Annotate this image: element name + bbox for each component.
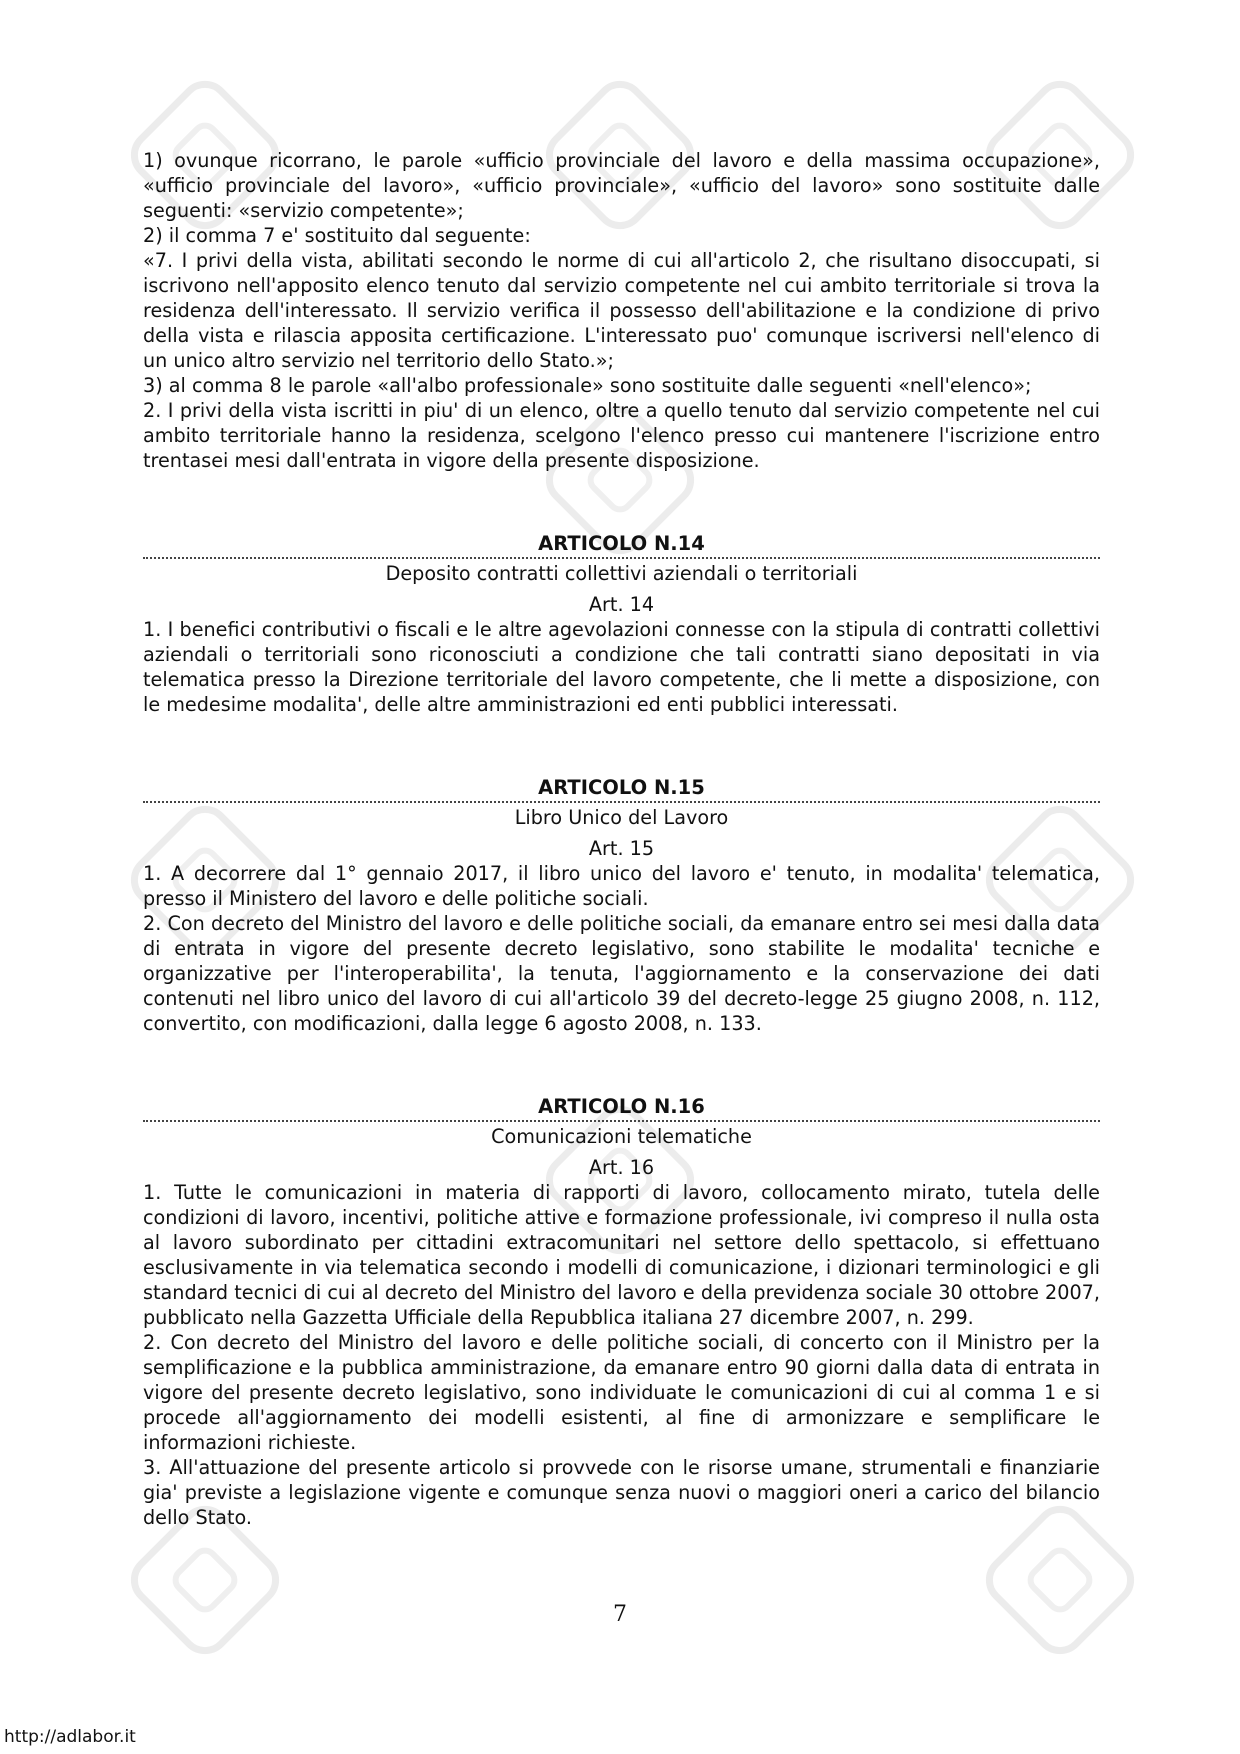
paragraph: 1) ovunque ricorrano, le parole «ufficio provinciale del lavoro e della massima occupazione», «ufficio provinciale del lavoro», «ufficio provinciale», «ufficio del lavoro» sono sostituite dalle seguenti: «servizio competente»;: [143, 149, 1100, 222]
paragraph: 2. Con decreto del Ministro del lavoro e delle politiche sociali, da emanare entro sei mesi dalla data di entrata in vigore del presente decreto legislativo, sono stabilite le modalita' tecniche e organizzative per l'interoperabilita', la tenuta, l'aggiornamento e la conservazione dei dati contenuti nel libro unico del lavoro di cui all'articolo 39 del decreto-legge 25 giugno 2008, n. 112, convertito, con modificazioni, dalla legge 6 agosto 2008, n. 133.: [143, 912, 1100, 1035]
article-16: [143, 1094, 1100, 1530]
document-page: [143, 148, 1100, 1530]
paragraph: 3. All'attuazione del presente articolo si provvede con le risorse umane, strumentali e finanziarie gia' previste a legislazione vigente e comunque senza nuovi o maggiori oneri a carico del bilancio dello Stato.: [143, 1456, 1100, 1529]
paragraph: 1. A decorrere dal 1° gennaio 2017, il libro unico del lavoro e' tenuto, in modalita' telematica, presso il Ministero del lavoro e delle politiche sociali.: [143, 862, 1100, 910]
article-title: ARTICOLO N.15: [143, 775, 1100, 803]
article-title: ARTICOLO N.16: [143, 1094, 1100, 1122]
article-number: Art. 15: [588, 837, 655, 860]
page-number: 7: [613, 1602, 627, 1627]
paragraph: «7. I privi della vista, abilitati secondo le norme di cui all'articolo 2, che risultano disoccupati, si iscrivono nell'apposito elenco tenuto dal servizio competente nel cui ambito territoriale si trova la residenza dell'interessato. Il servizio verifica il possesso dell'abilitazione e la condizione di privo della vista e rilascia apposita certificazione. L'interessato puo' comunque iscriversi nell'elenco di un unico altro servizio nel territorio dello Stato.»;: [143, 249, 1100, 372]
paragraph: 2. Con decreto del Ministro del lavoro e delle politiche sociali, di concerto con il Ministro per la semplificazione e la pubblica amministrazione, da emanare entro 90 giorni dalla data di entrata in vigore del presente decreto legislativo, sono individuate le comunicazioni di cui al comma 1 e si procede all'aggiornamento dei modelli esistenti, al fine di armonizzare e semplificare le informazioni richieste.: [143, 1331, 1100, 1454]
paragraph: 1. I benefici contributivi o fiscali e le altre agevolazioni connesse con la stipula di contratti collettivi aziendali o territoriali sono riconosciuti a condizione che tali contratti siano depositati in via telematica presso la Direzione territoriale del lavoro competente, che li mette a disposizione, con le medesime modalita', delle altre amministrazioni ed enti pubblici interessati.: [143, 618, 1100, 716]
article-subtitle: Libro Unico del Lavoro: [514, 806, 729, 829]
paragraph: 3) al comma 8 le parole «all'albo professionale» sono sostituite dalle seguenti «nell'elenco»;: [143, 374, 1032, 397]
footer-url: http://adlabor.it: [4, 1727, 136, 1747]
intro-section: [143, 148, 1100, 473]
article-title: ARTICOLO N.14: [143, 531, 1100, 559]
article-number: Art. 16: [588, 1156, 655, 1179]
paragraph: 2) il comma 7 e' sostituito dal seguente:: [143, 224, 531, 247]
article-subtitle: Deposito contratti collettivi aziendali o territoriali: [385, 562, 858, 585]
paragraph: 1. Tutte le comunicazioni in materia di rapporti di lavoro, collocamento mirato, tutela delle condizioni di lavoro, incentivi, politiche attive e formazione professionale, ivi compreso il nulla osta al lavoro subordinato per cittadini extracomunitari nel settore dello spettacolo, si effettuano esclusivamente in via telematica secondo i modelli di comunicazione, i dizionari terminologici e gli standard tecnici di cui al decreto del Ministro del lavoro e della previdenza sociale 30 ottobre 2007, pubblicato nella Gazzetta Ufficiale della Repubblica italiana 27 dicembre 2007, n. 299.: [143, 1181, 1100, 1329]
paragraph: 2. I privi della vista iscritti in piu' di un elenco, oltre a quello tenuto dal servizio competente nel cui ambito territoriale hanno la residenza, scelgono l'elenco presso cui mantenere l'iscrizione entro trentasei mesi dall'entrata in vigore della presente disposizione.: [143, 399, 1100, 472]
article-15: [143, 775, 1100, 1036]
article-subtitle: Comunicazioni telematiche: [491, 1125, 752, 1148]
article-number: Art. 14: [588, 593, 655, 616]
article-14: [143, 531, 1100, 717]
